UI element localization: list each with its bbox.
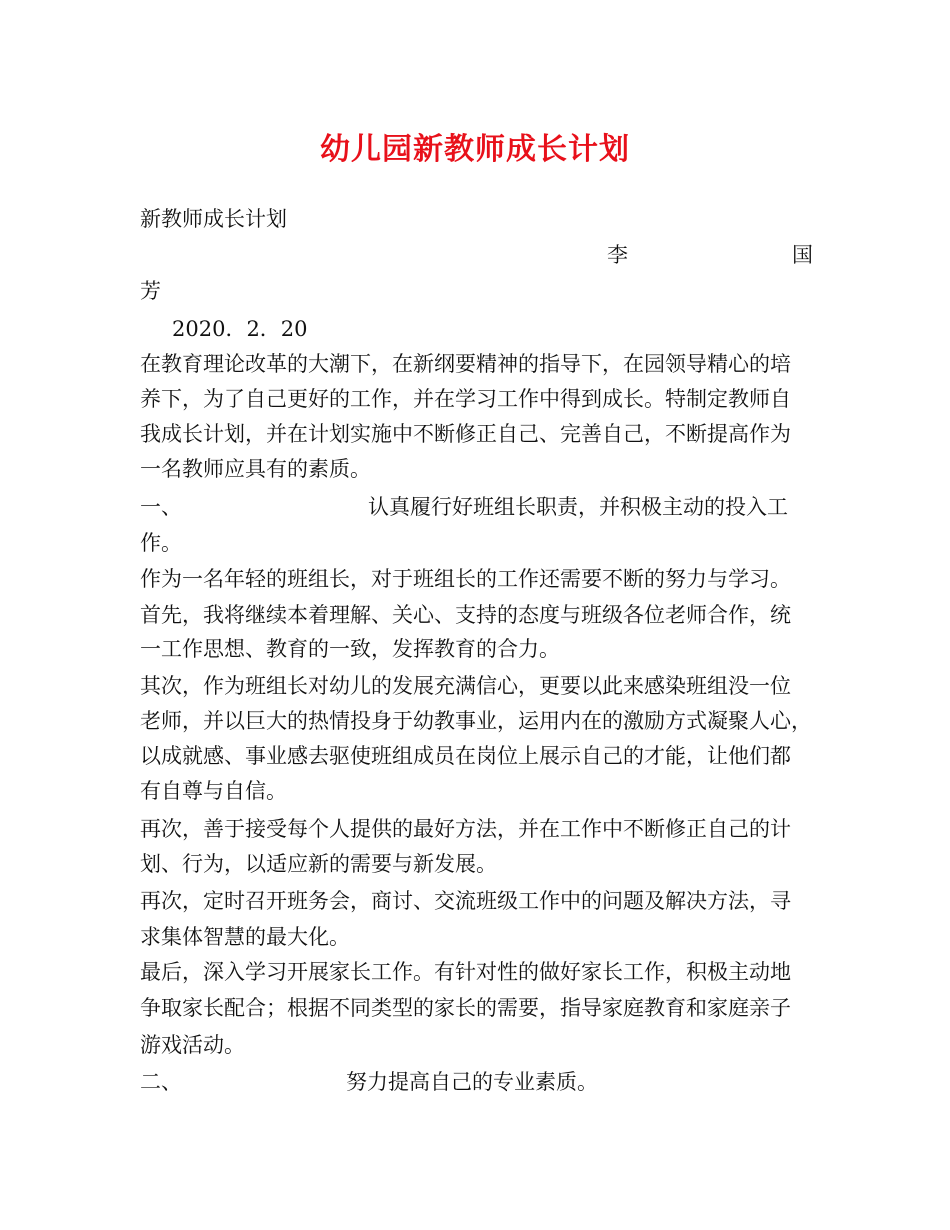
document-title: 幼儿园新教师成长计划	[320, 132, 630, 167]
paragraph-line: 一名教师应具有的素质。	[140, 457, 371, 481]
paragraph-line: 我成长计划，并在计划实施中不断修正自己、完善自己，不断提高作为	[140, 422, 791, 446]
section-2-heading	[140, 1067, 815, 1097]
body-line: 再次，定时召开班务会，商讨、交流班级工作中的问题及解决方法，寻	[140, 889, 791, 913]
paragraph-line: 养下，为了自己更好的工作，并在学习工作中得到成长。特制定教师自	[140, 387, 791, 411]
body-line: 划、行为，以适应新的需要与新发展。	[140, 852, 497, 876]
body-line: 最后，深入学习开展家长工作。有针对性的做好家长工作，积极主动地	[140, 960, 791, 984]
body-line: 首先，我将继续本着理解、关心、支持的态度与班级各位老师合作，统	[140, 603, 791, 627]
paragraph-line: 在教育理论改革的大潮下，在新纲要精神的指导下，在园领导精心的培	[140, 352, 791, 376]
author-char-2: 国	[792, 243, 813, 267]
body-line: 求集体智慧的最大化。	[140, 925, 350, 949]
document-date: 2020．2．20	[172, 317, 308, 341]
body-line: 游戏活动。	[140, 1033, 245, 1057]
body-line: 老师，并以巨大的热情投身于幼教事业，运用内在的激励方式凝聚人心，	[140, 709, 812, 733]
section-1-heading	[140, 492, 815, 522]
author-name-row	[140, 240, 815, 270]
body-line: 以成就感、事业感去驱使班组成员在岗位上展示自己的才能，让他们都	[140, 744, 791, 768]
section-2-title: 努力提高自己的专业素质。	[346, 1070, 598, 1094]
body-line: 作为一名年轻的班组长，对于班组长的工作还需要不断的努力与学习。	[140, 567, 791, 591]
section-2-number: 二、	[140, 1070, 182, 1094]
body-line: 其次，作为班组长对幼儿的发展充满信心，更要以此来感染班组没一位	[140, 674, 791, 698]
author-char-3: 芳	[140, 279, 161, 303]
body-line: 再次，善于接受每个人提供的最好方法，并在工作中不断修正自己的计	[140, 817, 791, 841]
body-line: 有自尊与自信。	[140, 779, 287, 803]
section-1-title-continued: 作。	[140, 531, 182, 555]
section-1-title: 认真履行好班组长职责，并积极主动的投入工	[368, 495, 788, 519]
author-char-1: 李	[607, 243, 628, 267]
body-line: 争取家长配合；根据不同类型的家长的需要，指导家庭教育和家庭亲子	[140, 996, 791, 1020]
body-line: 一工作思想、教育的一致，发挥教育的合力。	[140, 637, 560, 661]
document-subtitle: 新教师成长计划	[140, 207, 287, 231]
section-1-number: 一、	[140, 495, 182, 519]
